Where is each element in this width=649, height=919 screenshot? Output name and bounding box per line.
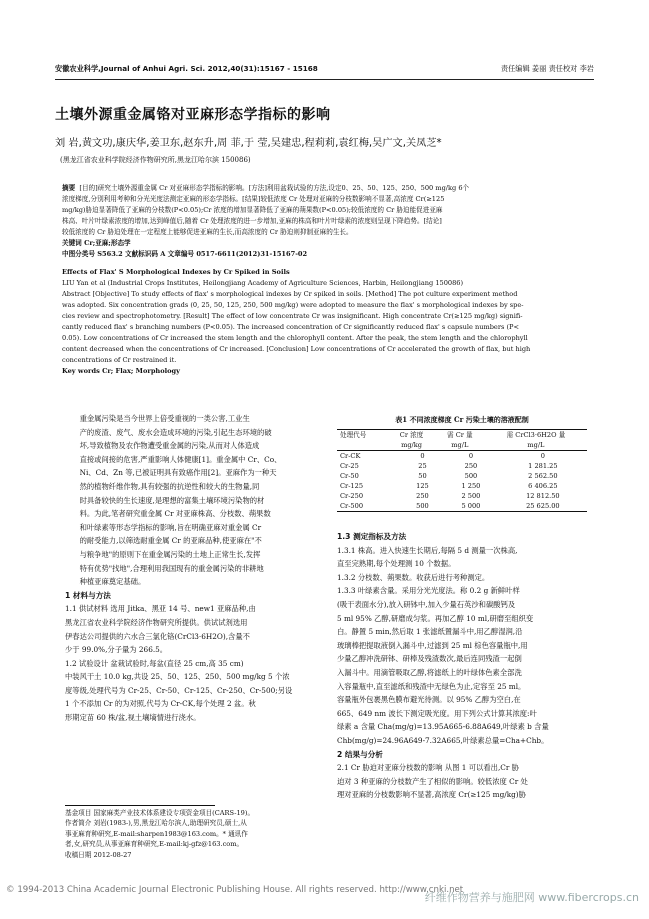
table-row: Cr-125 125 1 250 6 406.25	[340, 482, 558, 490]
affiliation: (黑龙江省农业科学院经济作物研究所,黑龙江哈尔滨 150086)	[60, 156, 251, 164]
section-1-3-1: 1.3.1 株高。进入快速生长期后,每隔 5 d 测量一次株高, 直至完熟期,每个处理测 10 个数据。	[337, 545, 518, 569]
paper-title: 土壤外源重金属铬对亚麻形态学指标的影响	[55, 107, 331, 123]
table-row: Cr-CK 0 0 0	[340, 452, 545, 460]
abstract-cn-line: 较低浓度的 Cr 胁迫处理在一定程度上能够促进亚麻的生长,而高浓度的 Cr 胁迫则抑制亚麻的生长。	[62, 228, 353, 236]
abstract-en-line: Abstract [Objective] To study effects of flax' s morphological indexes by Cr spiked in soils. [Method] The pot culture experiment method	[62, 290, 518, 298]
header-rule	[55, 79, 594, 80]
table-header-row: 处理代号 Cr 浓度 需 Cr 量 需 CrCl3·6H2O 量	[340, 431, 566, 439]
abstract-en	[62, 267, 587, 377]
section-2-1: 2.1 Cr 胁迫对亚麻分枝数的影响 从图 1 可以看出,Cr 胁 迫对 3 种亚麻的分枝数产生了相似的影响。较低浓度 Cr 处 理对亚麻的分枝数影响不显著,高浓度 Cr(≥125 mg/kg)胁	[337, 763, 528, 800]
intro-paragraph: 重金属污染是当今世界上倍受重视的一类公害,工业生 产的废渣、废气、废水会造成环境的污染,引起生态环境的破 坏,导致植物及农作物遭受重金属的污染,从而对人体造成 直接或间接的危害,严重影响人体健康[1]。重金属中 Cr、Co、 Ni、Cd、Zn 等,已被证明具有致癌作用[2]。亚麻作为一种天 然的植物纤维作物,具有较强的抗逆性和较大的生物量,同 时具备较快的生长速度,是理想的富集土壤环境污染物的材 料。为此,笔者研究重金属 Cr 对亚麻株高、分枝数、蒴果数 和叶绿素等形态学指标的影响,旨在明确亚麻对重金属 Cr 的耐受能力,以筛选耐重金属 Cr 的亚麻品种,使亚麻在"不 与粮争地"的原则下在重金属污染的土地上正常生长,发挥 特有优势"找地",合理利用我国现有的重金属污染的非耕地 种植亚麻奠定基础。	[79, 414, 282, 587]
abstract-cn-line: 摘要 [目的]研究土壤外源重金属 Cr 对亚麻形态学指标的影响。[方法]利用盆栽试验的方法,设定0、25、50、125、250、500 mg/kg 6个	[62, 184, 470, 192]
section-1-3-3: 1.3.3 叶绿素含量。采用分光光度法。称 0.2 g 新鲜叶样 (吸干表面水分),放入研钵中,加入少量石英沙和碳酸钙及 5 ml 95% 乙醇,研磨成匀浆。再加乙醇 10 ml,研磨至组织变 白。静置 5 min,然后取 1 张滤纸置漏斗中,用乙醇湿润,沿 玻璃棒把提取液倒入漏斗中,过滤到 25 ml 棕色容量瓶中,用 少量乙醇冲洗研钵、研棒及残渣数次,最后连同残渣一起倒 入漏斗中。用滴管吸取乙醇,将滤纸上的叶绿体色素全部洗 入容量瓶中,直至滤纸和残渣中无绿色为止,定容至 25 ml。 容量瓶外包裹黑色膜布避光待测。以 95% 乙醇为空白,在 665、649 nm 波长下测定吸光度。用下列公式计算其浓度:叶 绿素 a 含量 Cha(mg/g)=13.95A665-6.88A649,叶绿素 b 含量 Chb(mg/g)=24.96A649-7.32A665,叶绿素总量=Cha+Chb。	[337, 586, 549, 745]
footnote-rule	[65, 805, 215, 806]
abstract-cn-line: 浓度梯度,分别利用考种和分光光度法测定亚麻的形态学指标。[结果]较低浓度 Cr 处理对亚麻的分枝数影响不显著,高浓度 Cr(≥125	[62, 195, 445, 203]
english-title: Effects of Flax' S Morphological Indexes by Cr Spiked in Soils	[62, 268, 290, 276]
running-header	[55, 64, 594, 78]
section-1-2: 1.2 试验设计 盆栽试验时,每盆(直径 25 cm,高 35 cm) 中装风干土 10.0 kg,共设 25、50、125、250、500 mg/kg 5 个浓 度等级,处理代号为 Cr-25、Cr-50、Cr-125、Cr-250、Cr-500;另设 1 个不添加 Cr 的为对照,代号为 Cr-CK,每个处理 2 盆。秋 形期定苗 60 株/盆,视土壤墒情进行浇水。	[65, 658, 293, 723]
watermark: 纤维作物营养与施肥网 www.fibercrops.cn	[424, 891, 639, 904]
abstract-en-line: was adopted. Six concentration grads (0, 25, 50, 125, 250, 500 mg/kg) were adopted to measure the flax' s morphological indexes by spe-	[62, 301, 524, 309]
abstract-cn-line: 株高、叶片叶绿素浓度的增加,达到峰值后,随着 Cr 处理浓度的进一步增加,亚麻的株高和叶片叶绿素的浓度则呈现下降趋势。[结论]	[62, 217, 442, 225]
right-column	[337, 530, 599, 802]
section-heading-1: 1 材料与方法	[65, 590, 111, 600]
author-list: 刘 岩,黄文功,康庆华,姜卫东,赵东升,周 菲,于 莹,吴建忠,程莉莉,袁红梅,吴广文,关凤芝*	[55, 138, 442, 149]
abstract-en-line: cies review and spectrophotometry. [Result] The effect of low concentrate Cr was insignificant. High concentrate Cr(≥125 mg/kg) signifi-	[62, 312, 523, 320]
section-1-1: 1.1 供试材料 选用 Jitka、黑亚 14 号、new1 亚麻品种,由 黑龙江省农业科学院经济作物研究所提供。供试试剂选用 伊春达公司提供的六水合三氯化铬(CrCl3·6H2O),含量不 少于 99.0%,分子量为 266.5。	[65, 604, 256, 655]
section-heading-1-3: 1.3 测定指标及方法	[337, 532, 407, 541]
english-authors: LIU Yan et al (Industrial Crops Institutes, Heilongjiang Academy of Agriculture Sciences, Harbin, Heilongjiang 150086)	[62, 279, 464, 287]
table-1	[337, 415, 587, 512]
table-units-row: mg/kg mg/L mg/L	[401, 441, 545, 449]
table-row: Cr-250 250 2 500 12 812.50	[340, 492, 560, 500]
table-caption: 表1 不同浓度梯度 Cr 污染土壤的溶液配制	[395, 415, 529, 424]
keywords-en: Key words Cr; Flax; Morphology	[62, 367, 180, 375]
section-1-3-2: 1.3.2 分枝数、蒴果数。收获后进行考种测定。	[337, 572, 490, 582]
left-column	[65, 412, 327, 725]
abstract-cn	[62, 183, 587, 260]
abstract-en-line: content decreased when the concentrations of Cr increased. [Conclusion] Low concentrations of Cr accelerated the growth of flax, but high	[62, 345, 531, 353]
abstract-cn-line: mg/kg)胁迫显著降低了亚麻的分枝数(P<0.05);Cr 浓度的增加显著降低了亚麻的蒴果数(P<0.05);较低浓度的 Cr 胁迫能促进亚麻	[62, 206, 443, 214]
editor-credits: 责任编辑 姜丽 责任校对 李岩	[500, 64, 594, 73]
section-heading-2: 2 结果与分析	[337, 749, 383, 759]
journal-citation: 安徽农业科学,Journal of Anhui Agri. Sci. 2012,40(31):15167 - 15168	[55, 64, 318, 73]
abstract-en-line: 0.05). Low concentrations of Cr increased the stem length and the chlorophyll content. After the peak, the stem length and the chlorophyll	[62, 334, 528, 342]
abstract-en-line: cantly reduced flax' s branching numbers (P<0.05). The increased concentration of Cr significantly reduced flax' s capsule numbers (P<	[62, 323, 520, 331]
abstract-en-line: concentrations of Cr restrained it.	[62, 356, 177, 364]
footnotes: 基金项目 国家麻类产业技术体系建设专项资金项目(CARS-19)。 作者简介 刘岩(1983-),男,黑龙江哈尔滨人,助理研究员,硕士,从 事亚麻育种研究,E-mail:sharpen1983@163.com。* 通讯作 者,女,研究员,从事亚麻育种研究,E-mail:kj-gfz@163.com。 收稿日期 2012-08-27	[65, 809, 255, 859]
table-row: Cr-50 50 500 2 562.50	[340, 472, 558, 480]
table-row: Cr-25 25 250 1 281.25	[340, 462, 558, 470]
classification-numbers: 中图分类号 S563.2 文献标识码 A 文章编号 0517-6611(2012)31-15167-02	[62, 250, 308, 258]
copyright-line: © 1994-2013 China Academic Journal Electronic Publishing House. All rights reserved. http://www.cnki.net	[6, 885, 464, 895]
keywords-cn: 关键词 Cr;亚麻;形态学	[62, 239, 131, 247]
table-row: Cr-500 500 5 000 25 625.00	[340, 502, 560, 510]
